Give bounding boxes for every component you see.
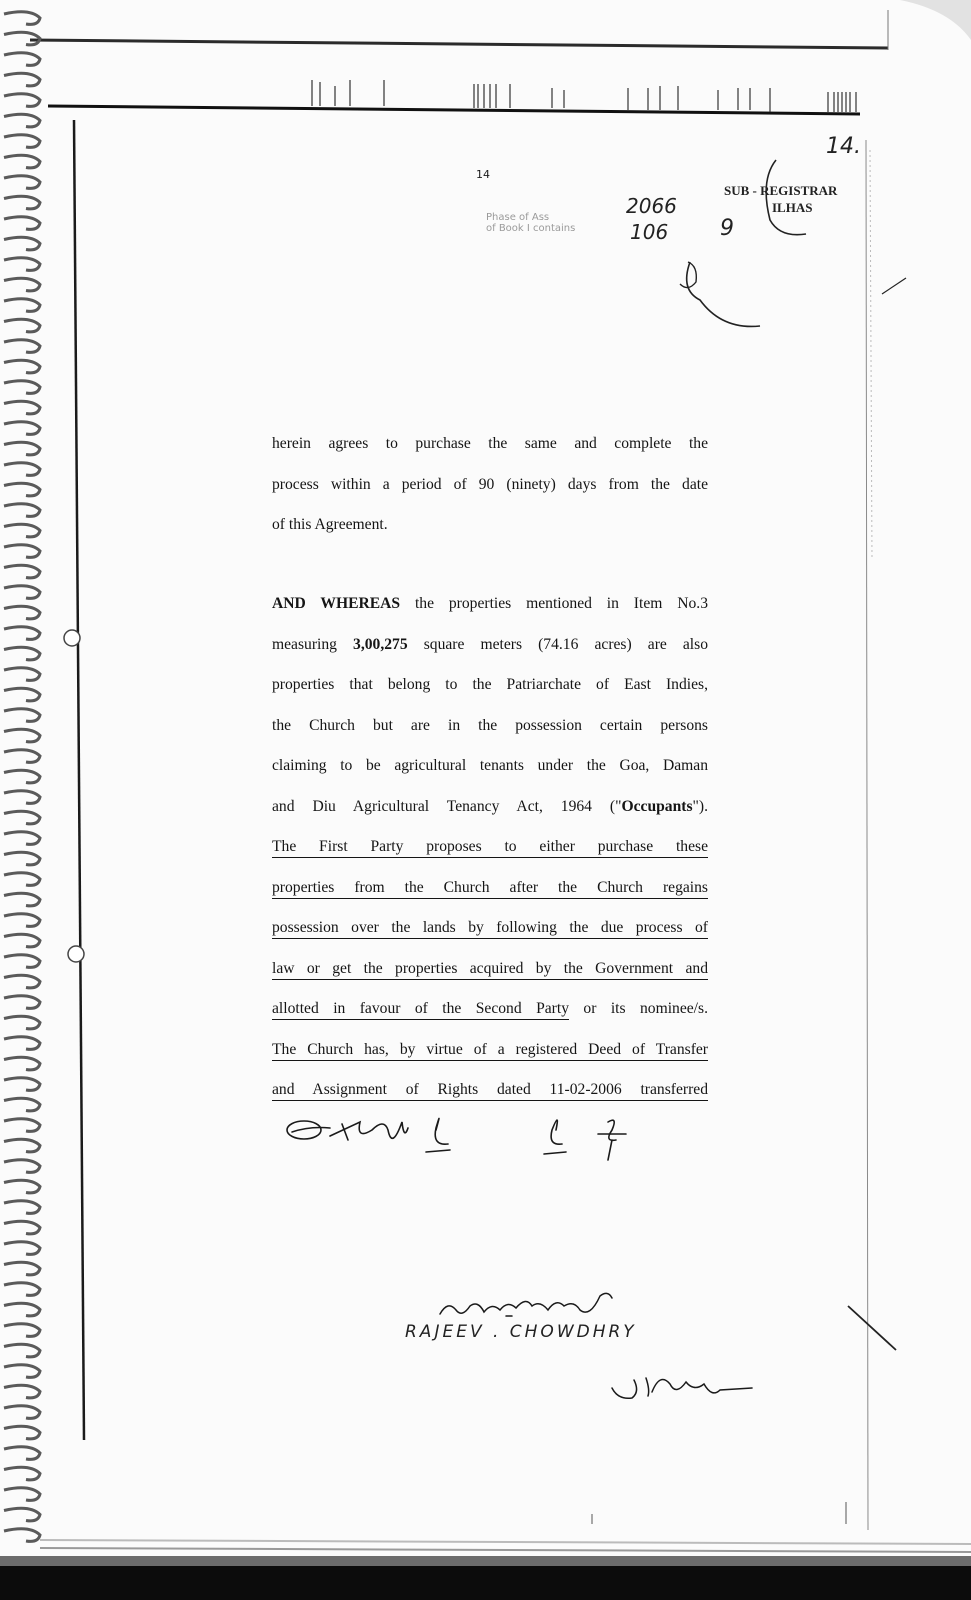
signatory-name: RAJEEV . CHOWDHRY <box>405 1322 637 1342</box>
stamp-line-1: SUB - REGISTRAR <box>724 183 838 198</box>
faded-stamp-line-1: Phase of Ass <box>486 212 550 223</box>
underlined-line: and Assignment of Rights dated 11-02-2006 transferred <box>272 1081 708 1098</box>
text-line: measuring 3,00,275 square meters (74.16 acres) are also <box>272 635 709 653</box>
underlined-line: law or get the properties acquired by the Government and <box>272 959 708 977</box>
text-line: of this Agreement. <box>272 516 388 533</box>
underlined-line: allotted in favour of the Second Party or its nominee/s. <box>272 1000 708 1017</box>
handwritten-number: 9 <box>720 216 734 241</box>
underlined-line: The First Party proposes to either purchase these <box>272 838 708 855</box>
bold-lead: AND WHEREAS <box>272 595 401 612</box>
underlined-line: possession over the lands by following the due process of <box>272 919 708 936</box>
text-line: herein agrees to purchase the same and complete the <box>272 435 708 452</box>
underlined-line: The Church has, by virtue of a registered Deed of Transfer <box>272 1040 708 1058</box>
text-line: claiming to be agricultural tenants under the Goa, Daman <box>272 757 708 774</box>
text-line: properties that belong to the Patriarchate of East Indies, <box>272 676 708 693</box>
handwritten-number: 2066 <box>626 194 677 218</box>
text-line: AND WHEREAS the properties mentioned in Item No.3 <box>272 595 708 612</box>
underlined-line: properties from the Church after the Church regains <box>272 878 708 896</box>
text-line: process within a period of 90 (ninety) days from the date <box>272 475 708 493</box>
handwritten-page-number: 14. <box>826 134 861 159</box>
text-line: the Church but are in the possession certain persons <box>272 716 708 734</box>
bold-term: Occupants <box>621 797 693 815</box>
faded-stamp-line-2: of Book I contains <box>486 223 576 234</box>
bold-area: 3,00,275 <box>353 635 408 653</box>
stamp-line-2: ILHAS <box>772 200 813 215</box>
page-number: 14 <box>476 168 490 181</box>
handwritten-number: 106 <box>630 220 669 244</box>
text-line: and Diu Agricultural Tenancy Act, 1964 ("Occupants"). <box>272 797 708 815</box>
